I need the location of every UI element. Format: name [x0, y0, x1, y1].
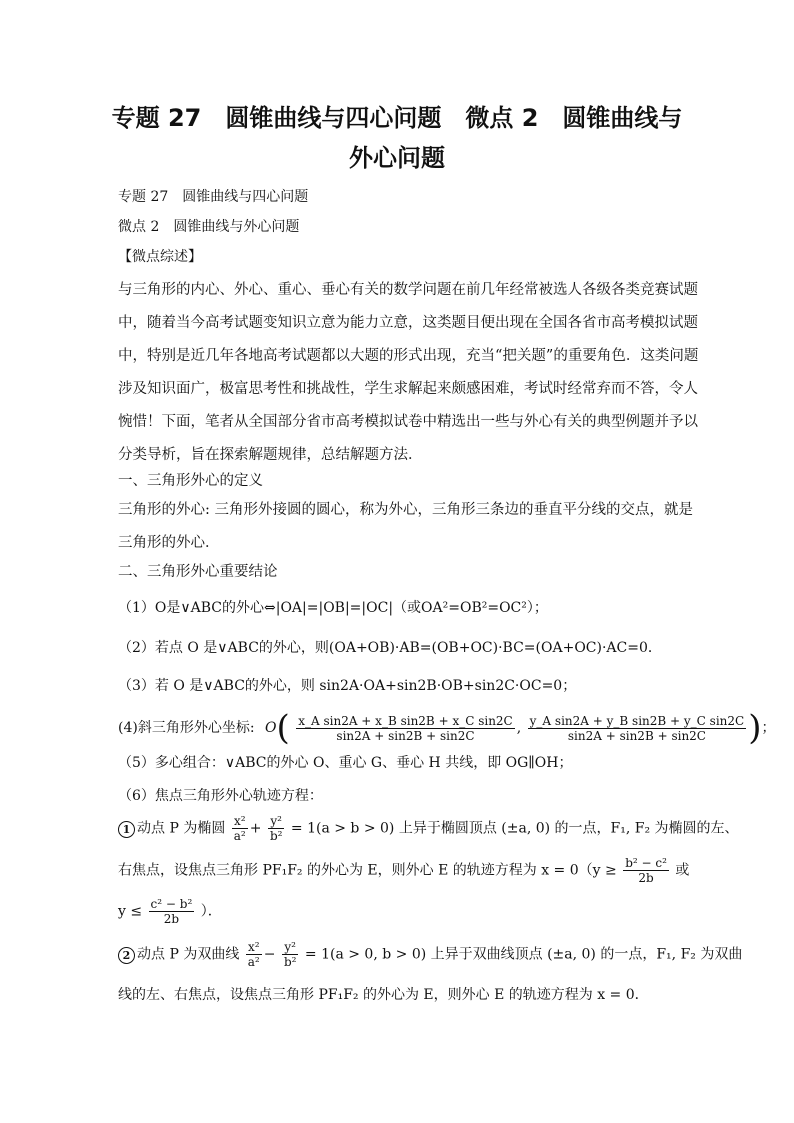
intro-line: 惋惜！下面，笔者从全国部分省市高考模拟试卷中精选出一些与外心有关的典型例题并予以: [118, 414, 698, 430]
x-numerator: x_A sin2A + x_B sin2B + x_C sin2C: [298, 713, 513, 728]
conclusion-4-label: (4)斜三角形外心坐标:: [118, 720, 255, 736]
conclusion-4: (4)斜三角形外心坐标: O( $\frac{\text{x\_A sin2A + x\_B sin2B + x\_C sin2C}}{\sin 2A + \sin 2B + \sin 2C}$ , $\frac{\text{y\_A sin2A + y\_B sin2B + y\_C sin2C}}{\sin 2A + \sin 2B + \sin 2C}$ )；: [118, 708, 776, 748]
ellipse-line3: y ≤ $\frac{\text{c² − b²}}{2b}$ ）．: [118, 897, 222, 926]
intro-line: 与三角形的内心、外心、重心、垂心有关的数学问题在前几年经常被选人各级各类竞赛试题: [118, 282, 698, 298]
conclusion-6: （6）焦点三角形外心轨迹方程：: [118, 788, 323, 804]
intro-line: 中，特别是近几年各地高考试题都以大题的形式出现，充当“把关题”的重要角色．这类问题: [118, 348, 699, 364]
conclusion-1: （1）O是∨ABC的外心⇔|OA|=|OB|=|OC|（或OA²=OB²=OC²）；: [118, 600, 548, 616]
section2-heading: 二、三角形外心重要结论: [118, 564, 278, 580]
page-title-line2: 外心问题: [349, 144, 445, 172]
intro-line: 分类导析，旨在探索解题规律，总结解题方法．: [118, 447, 423, 463]
ellipse-line2: 右焦点，设焦点三角形 PF₁F₂ 的外心为 E，则外心 E 的轨迹方程为 x = 0（y ≥ $\frac{\text{b² − c²}}{2b}$ 或: [118, 856, 690, 885]
section1-line: 三角形的外心．: [118, 535, 220, 551]
hyperbola-line1: 2 动点 P 为双曲线 $\frac{\text{x²}}{\text{a²}}$ − $\frac{\text{y²}}{\text{b²}}$ = 1(a > 0, b > 0) 上异于双曲线顶点 (±a, 0) 的一点，F₁, F₂ 为双曲: [118, 940, 742, 969]
intro-line: 中，随着当今高考试题变知识立意为能力立意，这类题目便出现在全国各省市高考模拟试题: [118, 315, 698, 331]
y-numerator: y_A sin2A + y_B sin2B + y_C sin2C: [529, 713, 745, 728]
conclusion-5: （5）多心组合：∨ABC的外心 O、重心 G、垂心 H 共线，即 OG∥OH；: [118, 755, 573, 771]
page-title-line1: 专题 27 圆锥曲线与四心问题 微点 2 圆锥曲线与: [111, 104, 683, 132]
y-coordinate-fraction: [528, 714, 747, 743]
circled-one-marker: 1: [118, 821, 135, 838]
hyperbola-line2: 线的左、右焦点，设焦点三角形 PF₁F₂ 的外心为 E，则外心 E 的轨迹方程为 x = 0．: [118, 987, 649, 1003]
point-label: 微点 2 圆锥曲线与外心问题: [118, 219, 300, 235]
x-coordinate-fraction: [296, 714, 515, 743]
ellipse-line1: 1 动点 P 为椭圆 $\frac{\text{x²}}{\text{a²}}$ + $\frac{\text{y²}}{\text{b²}}$ = 1(a > b > 0) 上异于椭圆顶点 (±a, 0) 的一点，F₁, F₂ 为椭圆的左、: [118, 814, 739, 843]
section1-line: 三角形的外心: 三角形外接圆的圆心，称为外心，三角形三条边的垂直平分线的交点，就是: [118, 502, 693, 518]
circled-two-marker: 2: [118, 947, 135, 964]
intro-line: 涉及知识面广，极富思考性和挑战性，学生求解起来颇感困难，考试时经常弃而不答，令人: [118, 381, 698, 397]
x-denominator: sin2A + sin2B + sin2C: [336, 728, 475, 743]
conclusion-2: （2）若点 O 是∨ABC的外心，则(OA+OB)·AB=(OB+OC)·BC=(OA+OC)·AC=0．: [118, 640, 662, 656]
y-denominator: sin2A + sin2B + sin2C: [567, 728, 706, 743]
section-tag: 【微点综述】: [118, 249, 202, 265]
topic-label: 专题 27 圆锥曲线与四心问题: [118, 189, 309, 205]
section1-heading: 一、三角形外心的定义: [118, 473, 263, 489]
conclusion-3: （3）若 O 是∨ABC的外心，则 sin2A·OA+sin2B·OB+sin2C·OC=0；: [118, 678, 577, 694]
